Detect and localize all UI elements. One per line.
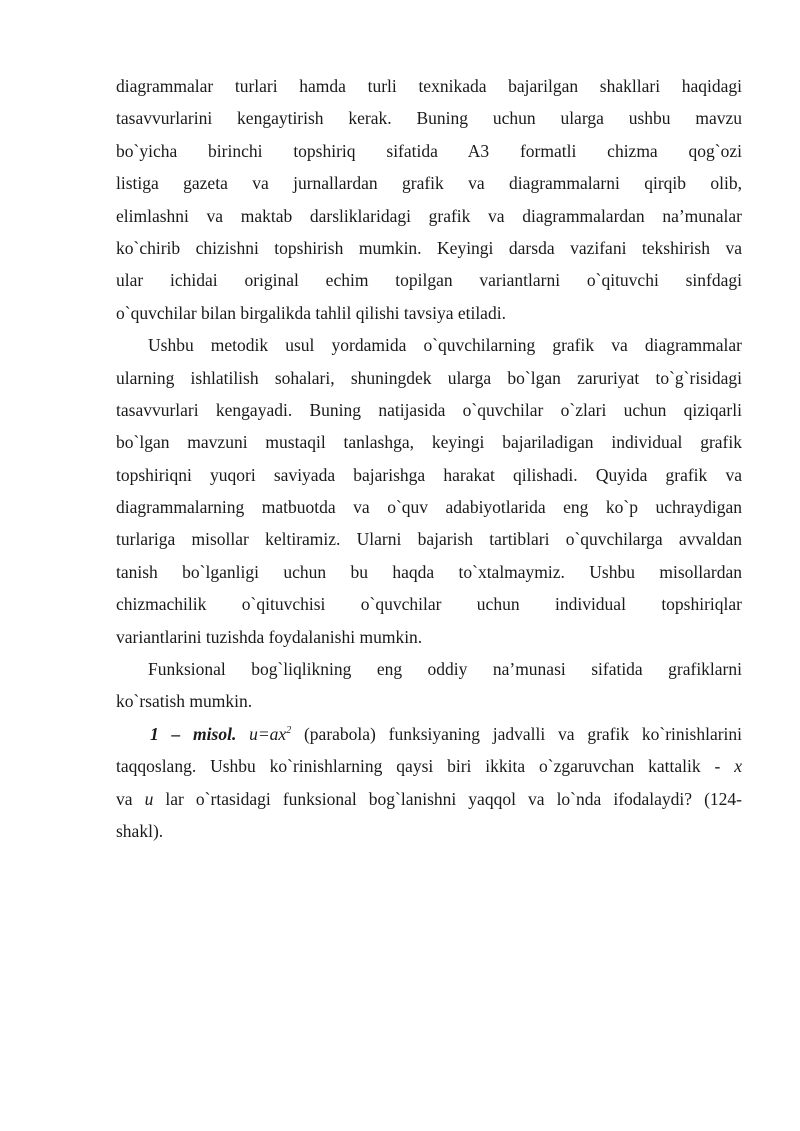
text-line: tanish bo`lganligi uchun bu haqda to`xtalmaymiz. Ushbu misollardan <box>116 561 742 582</box>
example-line-4: shakl). <box>116 820 164 841</box>
paragraph-1 <box>116 70 742 329</box>
example-line-1-rest: (parabola) funksiyaning jadvalli va grafik ko`rinishlarini <box>303 723 743 744</box>
paragraph-3 <box>116 653 742 718</box>
example-paragraph <box>116 718 742 848</box>
variable-u: u <box>144 788 154 809</box>
text-line: o`quvchilar bilan birgalikda tahlil qilishi tavsiya etiladi. <box>116 302 506 323</box>
example-line-3 <box>116 783 742 815</box>
text-line: variantlarini tuzishda foydalanishi mumkin. <box>116 626 423 647</box>
text-line: topshiriqni yuqori saviyada bajarishga harakat qilishadi. Quyida grafik va <box>116 464 742 485</box>
example-line-3-a: va <box>116 788 133 809</box>
formula-base: u=ax <box>249 723 287 744</box>
text-line: diagrammalar turlari hamda turli texnikada bajarilgan shakllari haqidagi <box>116 76 742 96</box>
text-line: bo`yicha birinchi topshiriq sifatida A3 formatli chizma qog`ozi <box>116 140 742 161</box>
example-line-3-b: lar o`rtasidagi funksional bog`lanishni yaqqol va lo`nda ifodalaydi? (124- <box>165 788 743 809</box>
example-label: 1 – misol. <box>150 723 237 744</box>
text-line: Funksional bog`liqlikning eng oddiy na’munasi sifatida grafiklarni <box>148 659 742 680</box>
variable-x: x <box>734 756 743 777</box>
text-line: tasavvurlari kengayadi. Buning natijasida o`quvchilar o`zlari uchun qiziqarli <box>116 399 742 420</box>
text-line: tasavvurlarini kengaytirish kerak. Buning uchun ularga ushbu mavzu <box>116 108 742 129</box>
text-line: ko`chirib chizishni topshirish mumkin. Keyingi darsda vazifani tekshirish va <box>116 237 742 258</box>
text-line: turlariga misollar keltiramiz. Ularni bajarish tartiblari o`quvchilarga avvaldan <box>116 529 742 550</box>
text-line: bo`lgan mavzuni mustaqil tanlashga, keyingi bajariladigan individual grafik <box>116 432 742 453</box>
text-line: diagrammalarning matbuotda va o`quv adabiyotlarida eng ko`p uchraydigan <box>116 497 742 518</box>
text-line: listiga gazeta va jurnallardan grafik va diagrammalarni qirqib olib, <box>116 173 742 194</box>
text-line: ko`rsatish mumkin. <box>116 691 253 712</box>
example-line-2 <box>116 750 742 782</box>
example-line-2-text: taqqoslang. Ushbu ko`rinishlarning qaysi biri ikkita o`zgaruvchan kattalik - <box>116 756 721 777</box>
formula-exponent: 2 <box>286 724 292 736</box>
text-line: ularning ishlatilish sohalari, shuningdek ularga bo`lgan zaruriyat to`g`risidagi <box>116 367 742 388</box>
example-line-1 <box>116 718 742 750</box>
paragraph-2 <box>116 329 742 653</box>
text-line: ular ichidai original echim topilgan variantlarni o`qituvchi sinfdagi <box>116 270 742 291</box>
document-page <box>116 70 742 847</box>
text-line: elimlashni va maktab darsliklaridagi grafik va diagrammalardan na’munalar <box>116 205 742 226</box>
formula <box>249 724 291 744</box>
text-line: Ushbu metodik usul yordamida o`quvchilarning grafik va diagrammalar <box>148 335 742 356</box>
text-line: chizmachilik o`qituvchisi o`quvchilar uchun individual topshiriqlar <box>116 594 742 615</box>
